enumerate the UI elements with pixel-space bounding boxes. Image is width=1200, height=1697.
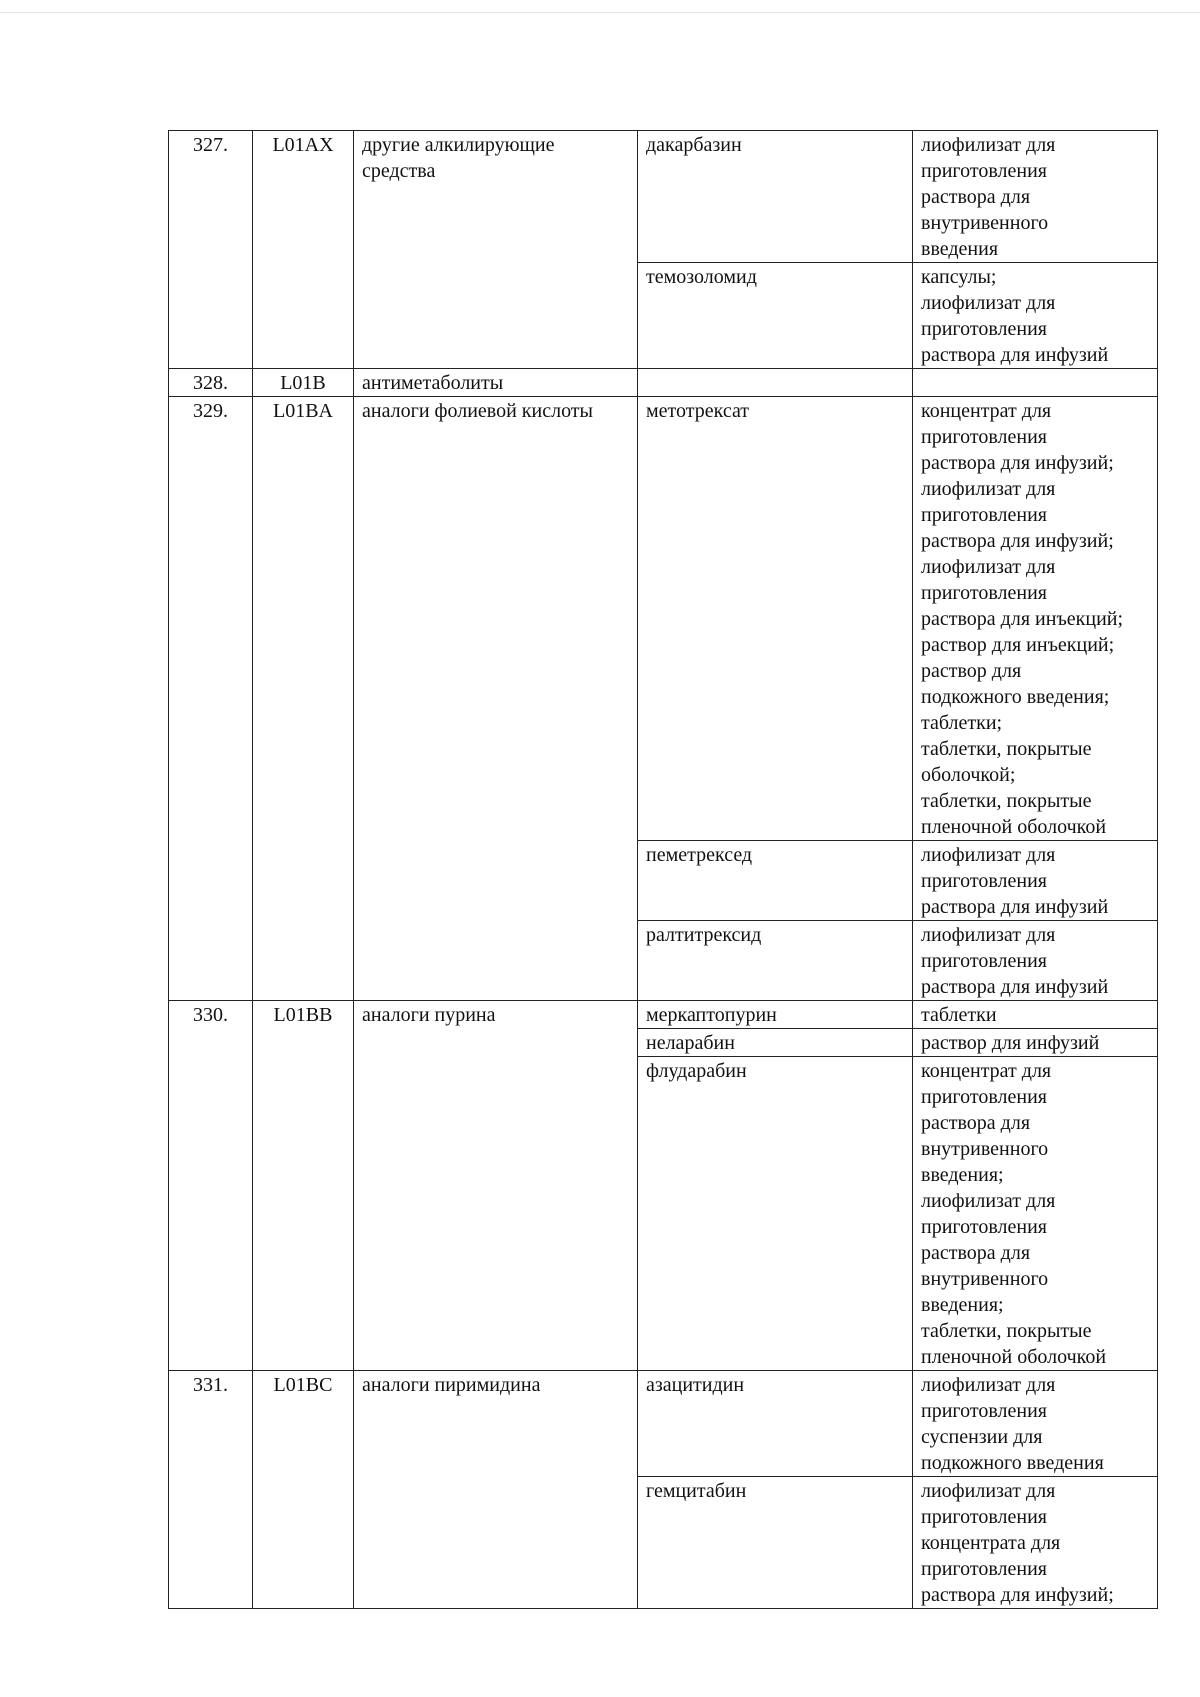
- dosage-form-line: приготовления: [921, 1558, 1047, 1580]
- drug-name: меркаптопурин: [638, 1001, 913, 1029]
- dosage-form-line: введения;: [921, 1164, 1004, 1186]
- drug-group-line: аналоги фолиевой кислоты: [362, 400, 593, 422]
- drug-group: [354, 1371, 638, 1609]
- dosage-form-line: раствора для инфузий: [921, 976, 1109, 998]
- dosage-form-line: лиофилизат для: [921, 844, 1056, 866]
- dosage-form-line: раствора для: [921, 1242, 1031, 1264]
- dosage-form-line: пленочной оболочкой: [921, 1346, 1107, 1368]
- dosage-form-line: приготовления: [921, 1216, 1047, 1238]
- drug-name: ралтитрексид: [638, 921, 913, 1001]
- row-number: 328.: [169, 369, 253, 397]
- dosage-form-line: капсулы;: [921, 266, 997, 288]
- dosage-form-line: лиофилизат для: [921, 134, 1056, 156]
- table-row: [169, 131, 1158, 263]
- dosage-form-line: внутривенного: [921, 212, 1049, 234]
- drug-group-line: антиметаболиты: [362, 372, 504, 394]
- dosage-form-line: раствора для инфузий: [921, 344, 1109, 366]
- drug-group: [354, 1001, 638, 1371]
- dosage-form-line: раствор для: [921, 660, 1022, 682]
- dosage-form-line: раствор для инфузий: [921, 1032, 1100, 1054]
- dosage-form-line: подкожного введения;: [921, 686, 1110, 708]
- dosage-form-line: раствора для: [921, 1112, 1031, 1134]
- atc-code: L01AX: [253, 131, 354, 369]
- dosage-form-line: пленочной оболочкой: [921, 816, 1107, 838]
- dosage-form-line: оболочкой;: [921, 764, 1016, 786]
- drug-group-line: другие алкилирующие: [362, 134, 555, 156]
- drug-group-line: аналоги пурина: [362, 1004, 496, 1026]
- drug-group: [354, 397, 638, 1001]
- dosage-form-line: раствор для инъекций;: [921, 634, 1115, 656]
- dosage-form-line: раствора для инъекций;: [921, 608, 1124, 630]
- dosage-form-line: лиофилизат для: [921, 292, 1056, 314]
- drug-group-line: средства: [362, 160, 436, 182]
- dosage-form-line: лиофилизат для: [921, 1190, 1056, 1212]
- table-row: [169, 1001, 1158, 1029]
- row-number: 330.: [169, 1001, 253, 1371]
- dosage-form-line: приготовления: [921, 1400, 1047, 1422]
- drug-name: флударабин: [638, 1057, 913, 1371]
- atc-code: L01BC: [253, 1371, 354, 1609]
- dosage-form-line: лиофилизат для: [921, 478, 1056, 500]
- dosage-form-line: внутривенного: [921, 1138, 1049, 1160]
- dosage-form-line: таблетки: [921, 1004, 997, 1026]
- dosage-forms: [913, 397, 1158, 841]
- drug-name: метотрексат: [638, 397, 913, 841]
- dosage-form-line: концентрат для: [921, 1060, 1052, 1082]
- dosage-forms: [913, 921, 1158, 1001]
- dosage-form-line: раствора для инфузий: [921, 896, 1109, 918]
- dosage-form-line: раствора для инфузий;: [921, 452, 1114, 474]
- dosage-form-line: приготовления: [921, 426, 1047, 448]
- dosage-form-line: суспензии для: [921, 1426, 1043, 1448]
- dosage-forms: [913, 1057, 1158, 1371]
- dosage-forms: [913, 263, 1158, 369]
- dosage-form-line: лиофилизат для: [921, 1374, 1056, 1396]
- dosage-forms: [913, 1029, 1158, 1057]
- dosage-form-line: таблетки, покрытые: [921, 1320, 1092, 1342]
- dosage-form-line: таблетки;: [921, 712, 1003, 734]
- medication-table: [168, 130, 1158, 1609]
- dosage-forms: [913, 1477, 1158, 1609]
- table-row: [169, 397, 1158, 841]
- dosage-form-line: таблетки, покрытые: [921, 738, 1092, 760]
- row-number: 331.: [169, 1371, 253, 1609]
- dosage-form-line: лиофилизат для: [921, 556, 1056, 578]
- dosage-forms: [913, 369, 1158, 397]
- drug-name: неларабин: [638, 1029, 913, 1057]
- table-row: [169, 1371, 1158, 1477]
- dosage-form-line: лиофилизат для: [921, 1480, 1056, 1502]
- dosage-form-line: раствора для: [921, 186, 1031, 208]
- dosage-forms: [913, 131, 1158, 263]
- dosage-form-line: подкожного введения: [921, 1452, 1104, 1474]
- dosage-form-line: приготовления: [921, 504, 1047, 526]
- drug-name: дакарбазин: [638, 131, 913, 263]
- drug-name: гемцитабин: [638, 1477, 913, 1609]
- drug-name: темозоломид: [638, 263, 913, 369]
- dosage-form-line: внутривенного: [921, 1268, 1049, 1290]
- dosage-form-line: концентрата для: [921, 1532, 1061, 1554]
- dosage-form-line: приготовления: [921, 582, 1047, 604]
- table-row: [169, 369, 1158, 397]
- row-number: 329.: [169, 397, 253, 1001]
- dosage-form-line: лиофилизат для: [921, 924, 1056, 946]
- atc-code: L01BB: [253, 1001, 354, 1371]
- table-body: [169, 131, 1158, 1609]
- row-number: 327.: [169, 131, 253, 369]
- dosage-form-line: приготовления: [921, 870, 1047, 892]
- dosage-form-line: приготовления: [921, 318, 1047, 340]
- dosage-form-line: приготовления: [921, 1506, 1047, 1528]
- dosage-form-line: приготовления: [921, 160, 1047, 182]
- atc-code: L01B: [253, 369, 354, 397]
- drug-group-line: аналоги пиримидина: [362, 1374, 541, 1396]
- dosage-form-line: приготовления: [921, 1086, 1047, 1108]
- atc-code: L01BA: [253, 397, 354, 1001]
- dosage-form-line: раствора для инфузий;: [921, 530, 1114, 552]
- dosage-form-line: приготовления: [921, 950, 1047, 972]
- page-top-edge: [0, 12, 1200, 13]
- drug-group: [354, 369, 638, 397]
- dosage-form-line: [921, 370, 1149, 396]
- drug-name: азацитидин: [638, 1371, 913, 1477]
- drug-name: пеметрексед: [638, 841, 913, 921]
- drug-name: [638, 369, 913, 397]
- dosage-form-line: раствора для инфузий;: [921, 1584, 1114, 1606]
- dosage-forms: [913, 841, 1158, 921]
- drug-group: [354, 131, 638, 369]
- dosage-forms: [913, 1001, 1158, 1029]
- dosage-form-line: введения: [921, 238, 999, 260]
- dosage-forms: [913, 1371, 1158, 1477]
- dosage-form-line: таблетки, покрытые: [921, 790, 1092, 812]
- dosage-form-line: введения;: [921, 1294, 1004, 1316]
- dosage-form-line: концентрат для: [921, 400, 1052, 422]
